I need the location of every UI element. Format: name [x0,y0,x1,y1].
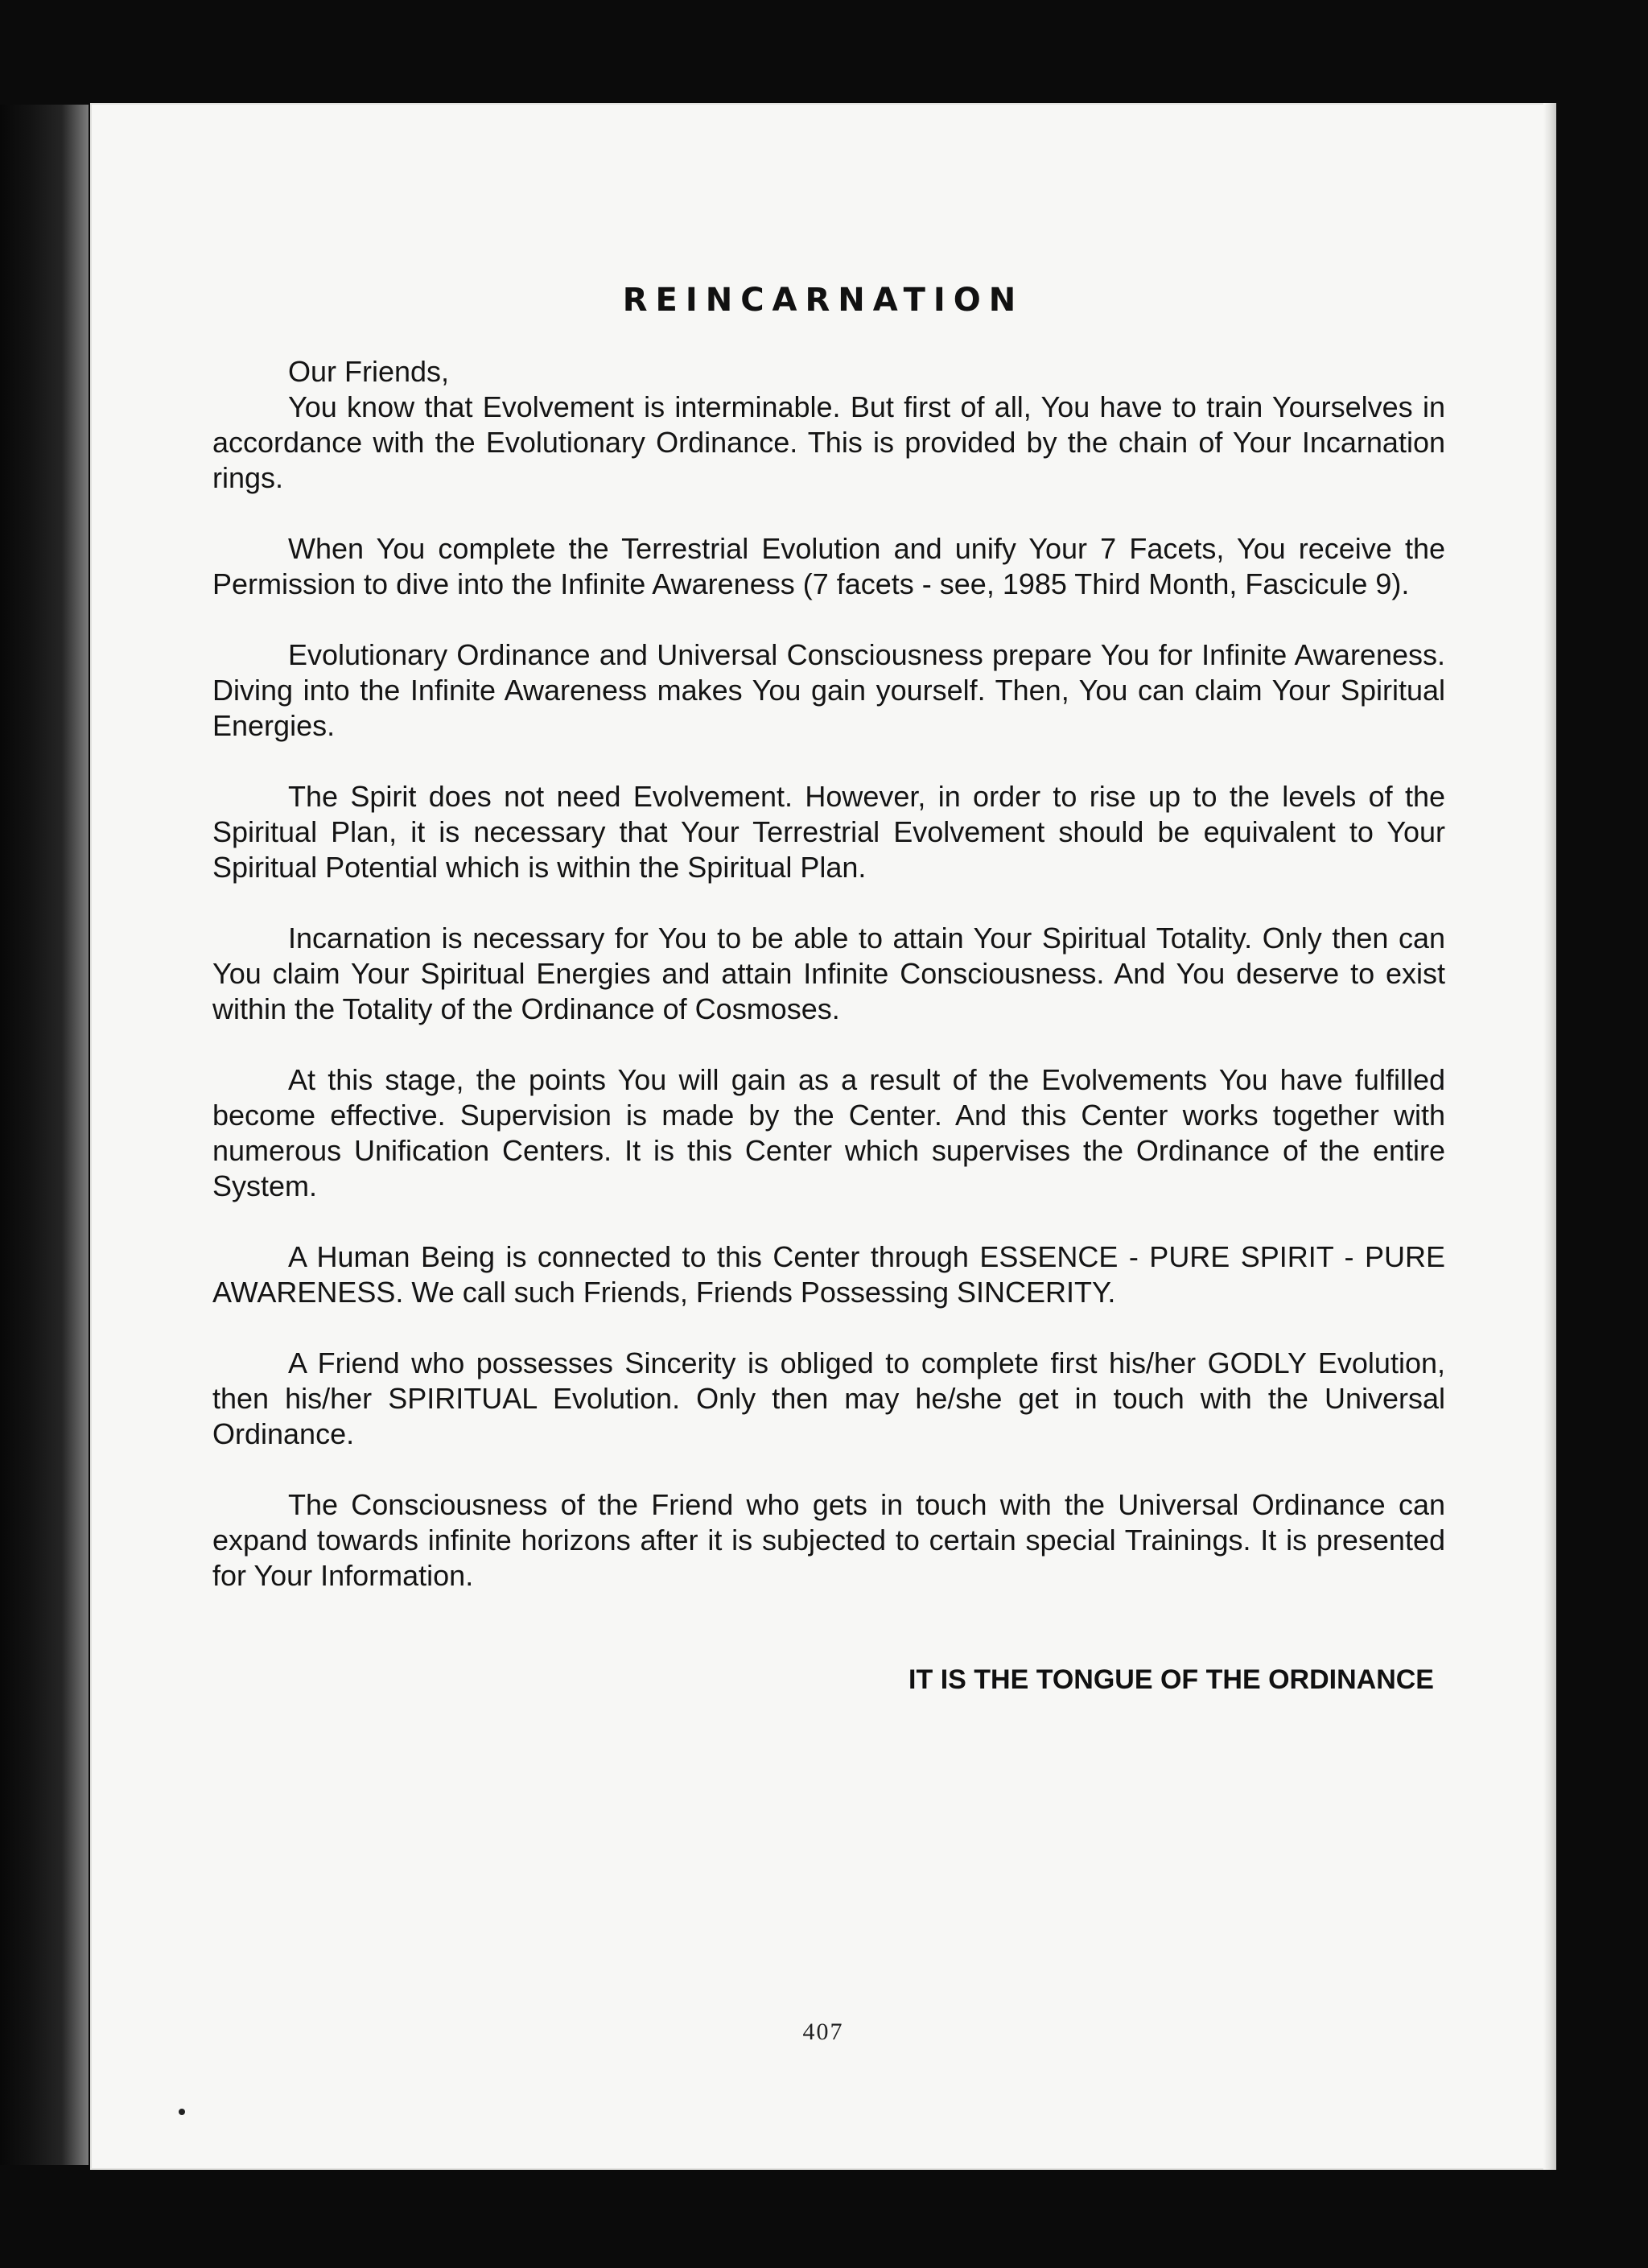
scan-edge-shadow [0,105,89,2165]
greeting: Our Friends, [288,355,450,388]
paragraph: Evolutionary Ordinance and Universal Consciousness prepare You for Infinite Awareness. Diving into the Infinite Awareness makes You gain yourself. Then, You can claim Your Spiritual Energies. [212,638,1445,742]
page-number: 407 [802,2019,844,2045]
body-text [212,354,1445,1629]
book-page [90,103,1556,2170]
paragraph: When You complete the Terrestrial Evolution and unify Your 7 Facets, You receive the Permission to dive into the Infinite Awareness (7 facets - see, 1985 Third Month, Fascicule 9). [212,532,1445,600]
page-title: REINCARNATION [622,282,1024,319]
paragraph: A Friend who possesses Sincerity is obliged to complete first his/her GODLY Evolution, then his/her SPIRITUAL Evolution. Only then may he/she get in touch with the Universal Ordinance. [212,1346,1445,1450]
paragraph: Incarnation is necessary for You to be able to attain Your Spiritual Totality. Only then can You claim Your Spiritual Energies and attain Infinite Consciousness. And You deserve to exist within the Totality of the Ordinance of Cosmoses. [212,922,1445,1025]
closing-signature: IT IS THE TONGUE OF THE ORDINANCE [908,1664,1434,1695]
scan-speck [179,2109,185,2115]
paragraph: At this stage, the points You will gain as a result of the Evolvements You have fulfilled become effective. Supervision is made by the Center. And this Center works together with numerous Unification Centers. It is this Center which supervises the Ordinance of the entire System. [212,1063,1445,1202]
paragraph: A Human Being is connected to this Center through ESSENCE - PURE SPIRIT - PURE AWARENESS. We call such Friends, Friends Possessing SINCERITY. [212,1240,1445,1309]
paragraph: The Consciousness of the Friend who gets in touch with the Universal Ordinance can expand towards infinite horizons after it is subjected to certain special Trainings. It is presented for Your Information. [212,1488,1445,1592]
paragraph: The Spirit does not need Evolvement. However, in order to rise up to the levels of the Spiritual Plan, it is necessary that Your Terrestrial Evolvement should be equivalent to Your Spiritual Potential which is within the Spiritual Plan. [212,780,1445,884]
page-content [90,103,1556,2170]
paragraph: You know that Evolvement is interminable. But first of all, You have to train Yourselves in accordance with the Evolutionary Ordinance. This is provided by the chain of Your Incarnation rings. [212,390,1445,494]
